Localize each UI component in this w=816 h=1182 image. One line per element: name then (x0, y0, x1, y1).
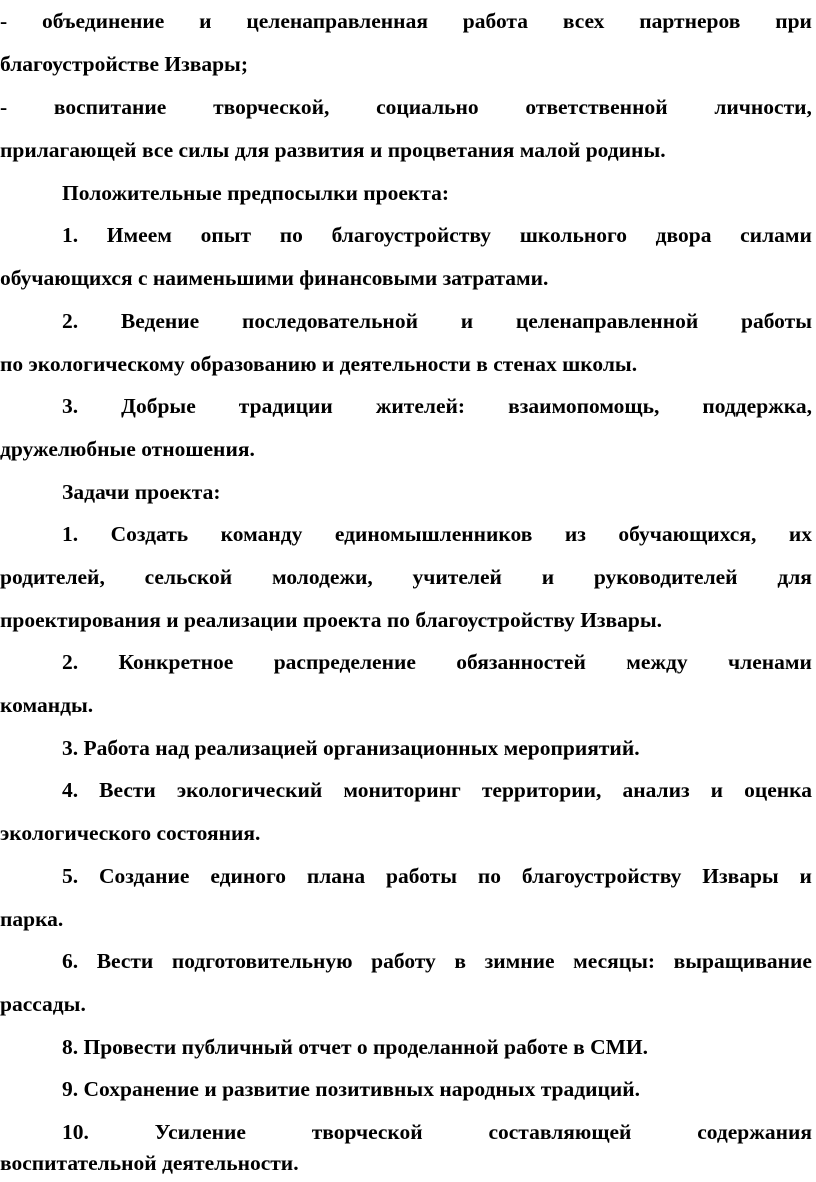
word: Вести (99, 778, 156, 802)
justified-text (62, 1119, 812, 1145)
word: по (477, 864, 502, 888)
justified-text (0, 8, 812, 34)
word: всех (562, 9, 605, 33)
word: и (799, 864, 812, 888)
word: руководителей (593, 565, 738, 589)
word: целенаправленная (246, 9, 428, 33)
word: анализ (622, 778, 690, 802)
word: в (454, 949, 466, 973)
word: 6. (62, 949, 79, 973)
prerequisite-3-line-1 (62, 393, 812, 419)
task-4-line-1 (62, 777, 812, 803)
goal-1-line-1 (0, 8, 812, 34)
word: зимние (484, 949, 555, 973)
task-2-line-1 (62, 649, 812, 675)
word: опыт (200, 223, 252, 247)
task-3-line-1: 3. Работа над реализацией организационных мероприятий. (62, 736, 640, 760)
goal-1-line-2: благоустройстве Извары; (0, 52, 248, 76)
word: молодежи, (271, 565, 373, 589)
word: творческой, (213, 95, 330, 119)
justified-text (0, 94, 812, 120)
word: и (199, 9, 212, 33)
word: для (777, 565, 812, 589)
word: двора (655, 223, 712, 247)
word: воспитание (53, 95, 167, 119)
word: и (541, 565, 555, 589)
word: социально (376, 95, 479, 119)
task-9-line-1: 9. Сохранение и развитие позитивных народных традиций. (62, 1077, 641, 1101)
justified-text (62, 948, 812, 974)
task-1-line-1 (62, 521, 812, 547)
word: территории, (481, 778, 602, 802)
word: целенаправленной (515, 309, 699, 333)
word: 3. (62, 394, 79, 418)
justified-text (62, 649, 812, 675)
word: между (626, 650, 688, 674)
word: единого (210, 864, 286, 888)
word: 1. (62, 223, 79, 247)
word: выращивание (673, 949, 812, 973)
prerequisite-3-line-2: дружелюбные отношения. (0, 437, 255, 461)
word: партнеров (639, 9, 741, 33)
word: их (788, 522, 812, 546)
word: работа (462, 9, 529, 33)
word: объединение (42, 9, 165, 33)
word: ответственной (525, 95, 668, 119)
word: команду (220, 522, 303, 546)
justified-text (62, 308, 812, 334)
word: последовательной (242, 309, 418, 333)
goal-2-line-1 (0, 94, 812, 120)
justified-text (62, 863, 812, 889)
justified-text (62, 222, 812, 248)
word: родителей, (0, 565, 105, 589)
word: 4. (62, 778, 79, 802)
tasks-heading: Задачи проекта: (62, 480, 221, 504)
word: подготовительную (171, 949, 353, 973)
word: Имеем (106, 223, 172, 247)
word: традиции (238, 394, 333, 418)
word: Создать (110, 522, 189, 546)
justified-text (62, 521, 812, 547)
task-5-line-1 (62, 863, 812, 889)
task-10-line-2: воспитательной деятельности. (0, 1151, 299, 1175)
task-6-line-2: рассады. (0, 992, 86, 1016)
word: 2. (62, 309, 79, 333)
word: благоустройству (331, 223, 492, 247)
task-1-line-2 (0, 564, 812, 590)
word: работу (371, 949, 436, 973)
word: жителей: (375, 394, 466, 418)
word: мониторинг (343, 778, 461, 802)
word: Создание (98, 864, 190, 888)
word: работы (741, 309, 812, 333)
word: 1. (62, 522, 79, 546)
word: Добрые (121, 394, 196, 418)
word: работы (386, 864, 458, 888)
prerequisite-2-line-1 (62, 308, 812, 334)
word: составляющей (488, 1120, 632, 1144)
word: сельской (144, 565, 233, 589)
word: по (279, 223, 303, 247)
word: - (0, 9, 8, 33)
word: Усиление (154, 1120, 246, 1144)
word: месяцы: (573, 949, 656, 973)
word: - (0, 95, 8, 119)
word: и (460, 309, 474, 333)
word: Конкретное (118, 650, 234, 674)
word: силами (740, 223, 812, 247)
task-1-line-3: проектирования и реализации проекта по благоустройству Извары. (0, 608, 663, 632)
word: обучающихся, (618, 522, 757, 546)
word: и (710, 778, 724, 802)
task-5-line-2: парка. (0, 907, 64, 931)
word: плана (306, 864, 366, 888)
word: личности, (714, 95, 812, 119)
word: распределение (273, 650, 416, 674)
word: Ведение (120, 309, 200, 333)
word: содержания (697, 1120, 812, 1144)
prerequisites-heading: Положительные предпосылки проекта: (62, 181, 449, 205)
word: творческой (311, 1120, 423, 1144)
word: оценка (744, 778, 812, 802)
word: единомышленников (334, 522, 533, 546)
word: благоустройству (521, 864, 682, 888)
task-10-line-1 (62, 1119, 812, 1145)
justified-text (62, 777, 812, 803)
word: экологический (176, 778, 323, 802)
task-6-line-1 (62, 948, 812, 974)
prerequisite-1-line-1 (62, 222, 812, 248)
justified-text (62, 393, 812, 419)
word: при (775, 9, 812, 33)
word: 2. (62, 650, 79, 674)
word: школьного (519, 223, 627, 247)
justified-text (0, 564, 812, 590)
goal-2-line-2: прилагающей все силы для развития и процветания малой родины. (0, 138, 666, 162)
word: Вести (96, 949, 154, 973)
word: из (564, 522, 586, 546)
task-8-line-1: 8. Провести публичный отчет о проделанной работе в СМИ. (62, 1035, 649, 1059)
word: учителей (412, 565, 502, 589)
word: 10. (62, 1120, 89, 1144)
prerequisite-2-line-2: по экологическому образованию и деятельности в стенах школы. (0, 352, 638, 376)
word: членами (728, 650, 812, 674)
prerequisite-1-line-2: обучающихся с наименьшими финансовыми затратами. (0, 266, 549, 290)
word: поддержка, (702, 394, 812, 418)
word: взаимопомощь, (508, 394, 660, 418)
task-4-line-2: экологического состояния. (0, 821, 261, 845)
word: Извары (702, 864, 779, 888)
word: 5. (62, 864, 79, 888)
word: обязанностей (456, 650, 586, 674)
task-2-line-2: команды. (0, 693, 94, 717)
